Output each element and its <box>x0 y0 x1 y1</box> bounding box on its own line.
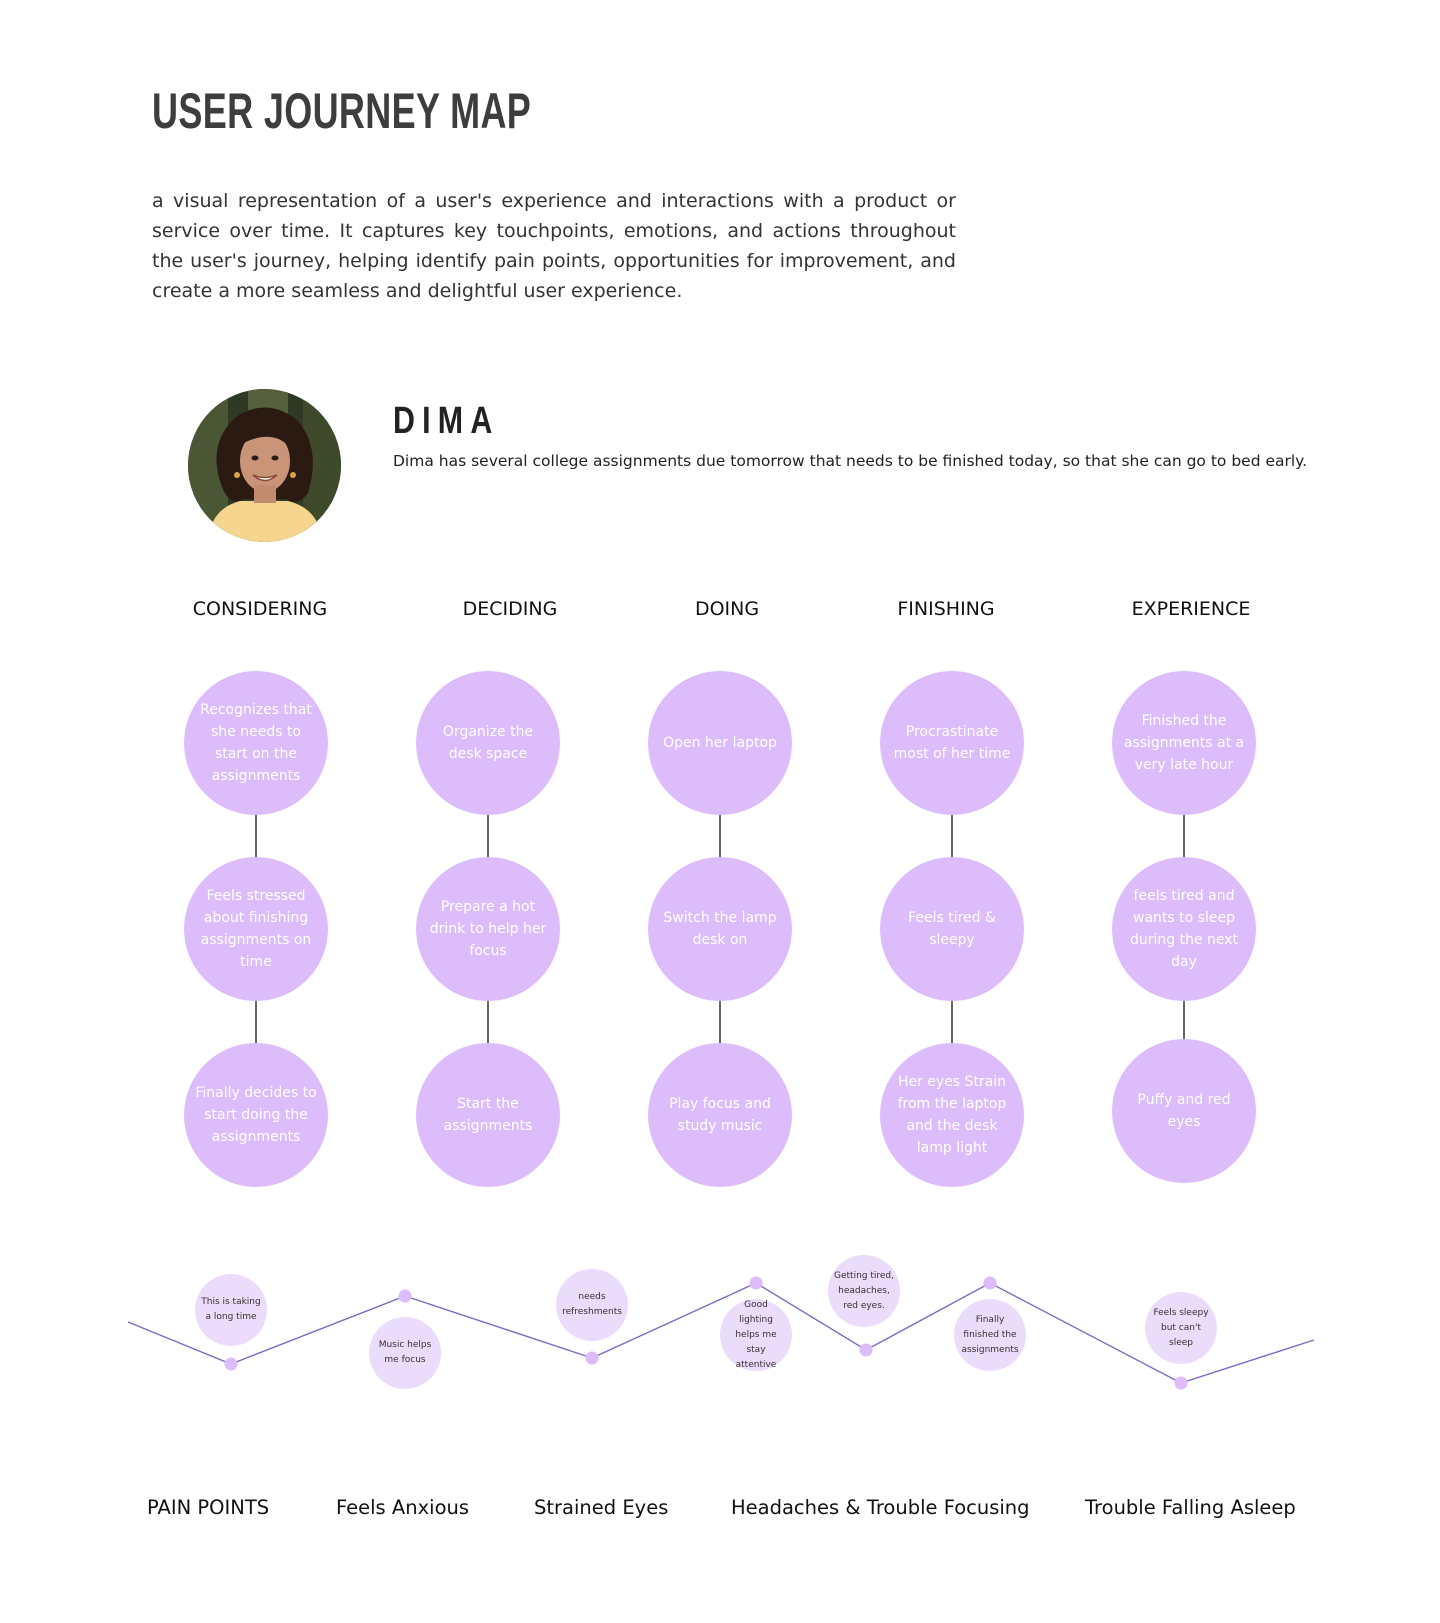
pain-point-item: Headaches & Trouble Focusing <box>731 1496 1030 1519</box>
emotion-node <box>399 1290 412 1303</box>
emotion-note <box>720 1299 792 1371</box>
emotion-note <box>556 1269 628 1341</box>
step-text: Finished the assignments at a very late hour <box>1123 713 1245 773</box>
pain-point-item: Strained Eyes <box>534 1496 669 1519</box>
emotion-note-text: Feels sleepy but can't sleep <box>1153 1307 1209 1348</box>
intro-paragraph: a visual representation of a user's experience and interactions with a product or service over time. It captures key touchpoints, emotions, and actions throughout the user's journey, helping identify pain points, opportunities for improvement, and create a more seamless and delightful user experience. <box>152 190 956 302</box>
emotion-node <box>1175 1377 1188 1390</box>
step-text: Play focus and study music <box>669 1096 771 1134</box>
emotion-note-text: This is taking a long time <box>201 1297 261 1322</box>
step-text: Organize the desk space <box>442 724 534 762</box>
step-text: Feels tired & sleepy <box>908 910 996 948</box>
step-text: Start the assignments <box>443 1096 533 1134</box>
pain-point-item: Trouble Falling Asleep <box>1085 1496 1296 1519</box>
emotion-note-text: Finally finished the assignments <box>961 1314 1019 1355</box>
emotion-node <box>984 1277 997 1290</box>
step-text: Recognizes that she needs to start on the assignments <box>200 702 312 784</box>
step-text: Her eyes Strain from the laptop and the desk lamp light <box>897 1074 1007 1156</box>
emotion-note <box>369 1317 441 1389</box>
step-text: Feels stressed about finishing assignments on time <box>200 888 312 970</box>
step-text: Open her laptop <box>663 735 777 751</box>
emotion-note-text: Good lighting helps me stay attentive <box>735 1299 777 1370</box>
step-text: Prepare a hot drink to help her focus <box>429 899 547 959</box>
emotion-note <box>1145 1292 1217 1364</box>
emotion-node <box>860 1344 873 1357</box>
stage-label-deciding: DECIDING <box>462 598 558 620</box>
pain-points-label: PAIN POINTS <box>147 1496 270 1519</box>
emotion-note-text: needs refreshments <box>562 1292 622 1317</box>
emotion-note <box>828 1255 900 1327</box>
step-text: Puffy and red eyes <box>1137 1092 1231 1130</box>
pain-point-item: Feels Anxious <box>336 1496 470 1519</box>
emotion-node <box>750 1277 763 1290</box>
emotion-note-text: Getting tired, headaches, red eyes. <box>834 1270 894 1311</box>
page-title: USER JOURNEY MAP <box>152 83 532 139</box>
stage-label-finishing: FINISHING <box>897 598 995 620</box>
stage-label-experience: EXPERIENCE <box>1131 598 1251 620</box>
persona-description: Dima has several college assignments due tomorrow that needs to be finished today, so that she can go to bed early. <box>393 452 1308 470</box>
stage-label-considering: CONSIDERING <box>192 598 328 620</box>
persona-name: DIMA <box>393 400 500 442</box>
stage-label-doing: DOING <box>694 598 760 620</box>
emotion-note-text: Music helps me focus <box>378 1340 432 1365</box>
emotion-note <box>195 1274 267 1346</box>
emotion-node <box>586 1352 599 1365</box>
step-text: Finally decides to start doing the assignments <box>195 1085 317 1145</box>
step-text: Procrastinate most of her time <box>893 724 1011 762</box>
step-text: feels tired and wants to sleep during the next day <box>1129 888 1239 970</box>
step-text: Switch the lamp desk on <box>663 910 777 948</box>
emotion-note <box>954 1299 1026 1371</box>
emotion-node <box>225 1358 238 1371</box>
